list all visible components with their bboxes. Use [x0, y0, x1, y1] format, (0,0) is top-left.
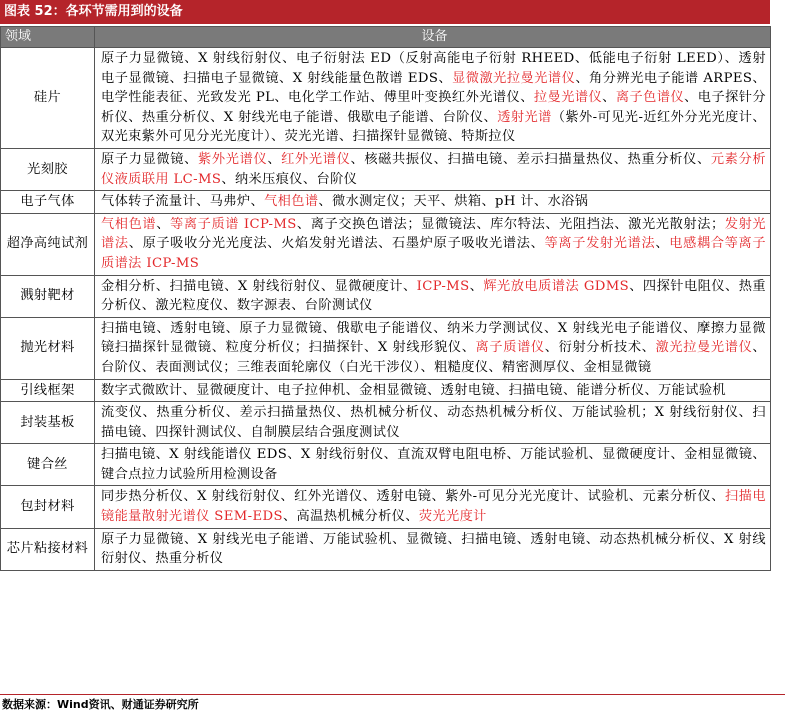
header-equipment: 设备 — [95, 27, 771, 48]
table-row — [1, 48, 771, 149]
equipment-text: 数字式微欧计、显微硬度计、电子拉伸机、金相显微镜、透射电镜、扫描电镜、能谱分析仪、万能试验机 — [101, 382, 727, 398]
source-note: 数据来源：Wind资讯、财通证券研究所 — [0, 694, 785, 716]
equipment-text: 、核磁共振仪、扫描电镜、差示扫描量热仪、热重分析仪、 — [350, 151, 711, 167]
equipment-text: 、 — [469, 278, 484, 294]
table-row — [1, 317, 771, 379]
highlighted-equipment: 显微激光拉曼光谱仪 — [452, 70, 576, 86]
equipment-cell — [95, 191, 771, 214]
equipment-cell — [95, 148, 771, 190]
highlighted-equipment: 发射光谱法 — [101, 216, 767, 252]
equipment-cell — [95, 444, 771, 486]
domain-cell: 硅片 — [1, 48, 95, 149]
equipment-cell — [95, 379, 771, 402]
table-row — [1, 486, 771, 528]
domain-cell: 溅射靶材 — [1, 275, 95, 317]
highlighted-equipment: 扫描电镜能量散射光谱仪 SEM-EDS — [101, 489, 766, 525]
domain-cell: 键合丝 — [1, 444, 95, 486]
equipment-text: 原子力显微镜、X 射线衍射仪、电子衍射法 ED（反射高能电子衍射 RHEED、低能电子衍射 LEED）、透射电子显微镜、扫描电子显微镜、X 射线能量色散谱 EDS、 — [101, 51, 766, 86]
highlighted-equipment: 电感耦合等离子质谱法 ICP-MS — [101, 236, 766, 271]
highlighted-equipment: 离子色谱仪 — [615, 90, 685, 106]
equipment-text: 、离子交换色谱法；显微镜法、库尔特法、光阻挡法、激光光散射法； — [296, 216, 725, 232]
highlighted-equipment: ICP-MS — [416, 278, 470, 294]
table-row — [1, 444, 771, 486]
equipment-text: 扫描电镜、X 射线能谱仪 EDS、X 射线衍射仪、直流双臂电阻电桥、万能试验机、显微硬度计、金相显微镜、键合点拉力试验所用检测设备 — [101, 447, 766, 482]
equipment-text: 、纳米压痕仪、台阶仪 — [221, 171, 358, 187]
equipment-text: 、四探针电阻仪、热重分析仪、激光粒度仪、数字源表、台阶测试仪 — [101, 278, 767, 314]
equipment-cell — [95, 48, 771, 149]
highlighted-equipment: 等离子质谱 ICP-MS — [170, 216, 297, 232]
equipment-text: 金相分析、扫描电镜、X 射线衍射仪、显微硬度计、 — [101, 278, 417, 294]
highlighted-equipment: 等离子发射光谱法 — [544, 236, 656, 252]
table-row — [1, 528, 771, 570]
equipment-text: 、衍射分析技术、 — [544, 340, 656, 356]
table-row — [1, 379, 771, 402]
table-body — [1, 48, 771, 571]
highlighted-equipment: 荧光光度计 — [418, 509, 487, 525]
header-domain: 领域 — [1, 27, 95, 48]
equipment-text: 原子力显微镜、 — [101, 151, 199, 167]
domain-cell: 封装基板 — [1, 402, 95, 444]
highlighted-equipment: 拉曼光谱仪 — [533, 90, 603, 106]
figure-title: 图表 52：各环节需用到的设备 — [0, 0, 770, 24]
equipment-text: 同步热分析仪、X 射线衍射仪、红外光谱仪、透射电镜、紫外-可见分光光度计、试验机、元素分析仪、 — [101, 489, 725, 505]
equipment-text: 流变仪、热重分析仪、差示扫描量热仪、热机械分析仪、动态热机械分析仪、万能试验机；X 射线衍射仪、扫描电镜、四探针测试仪、自制膜层结合强度测试仪 — [101, 405, 766, 440]
table-row — [1, 213, 771, 275]
highlighted-equipment: 辉光放电质谱法 GDMS — [483, 278, 630, 294]
domain-cell: 芯片粘接材料 — [1, 528, 95, 570]
highlighted-equipment: 透射光谱 — [497, 109, 552, 125]
highlighted-equipment: 离子质谱仪 — [475, 340, 545, 356]
equipment-text: 原子力显微镜、X 射线光电子能谱、万能试验机、显微镜、扫描电镜、透射电镜、动态热机械分析仪、X 射线衍射仪、热重分析仪 — [101, 531, 766, 567]
equipment-cell — [95, 486, 771, 528]
equipment-cell — [95, 275, 771, 317]
domain-cell: 包封材料 — [1, 486, 95, 528]
highlighted-equipment: 气相色谱 — [101, 216, 157, 232]
equipment-table — [0, 26, 771, 571]
domain-cell: 引线框架 — [1, 379, 95, 402]
equipment-text: 、 — [602, 90, 616, 106]
equipment-text: 气体转子流量计、马弗炉、 — [101, 194, 265, 210]
equipment-text: 、电子探针分析仪、热重分析仪、X 射线光电子能谱、俄歇电子能谱、台阶仪、 — [101, 90, 767, 125]
domain-cell: 超净高纯试剂 — [1, 213, 95, 275]
table-row — [1, 148, 771, 190]
highlighted-equipment: 红外光谱仪 — [281, 151, 351, 167]
table-row — [1, 402, 771, 444]
equipment-text: 扫描电镜、透射电镜、原子力显微镜、俄歇电子能谱仪、纳米力学测试仪、X 射线光电子能谱仪、摩擦力显微镜扫描探针显微镜、粒度分析仪；扫描探针、X 射线形貌仪、 — [101, 320, 766, 356]
equipment-cell — [95, 213, 771, 275]
equipment-cell — [95, 317, 771, 379]
domain-cell: 抛光材料 — [1, 317, 95, 379]
highlighted-equipment: 紫外光谱仪 — [198, 151, 268, 167]
domain-cell: 光刻胶 — [1, 148, 95, 190]
equipment-text: 、原子吸收分光光度法、火焰发射光谱法、石墨炉原子吸收光谱法、 — [128, 236, 545, 252]
highlighted-equipment: 气相色谱 — [264, 194, 319, 210]
highlighted-equipment: 激光拉曼光谱仪 — [655, 340, 753, 356]
equipment-text: 、高温热机械分析仪、 — [282, 509, 419, 525]
table-row — [1, 191, 771, 214]
equipment-cell — [95, 528, 771, 570]
equipment-text: 、 — [655, 236, 670, 252]
equipment-text: 、台阶仪、表面测试仪；三维表面轮廓仪（白光干涉仪）、粗糙度仪、精密测厚仪、金相显微镜 — [101, 340, 767, 375]
equipment-text: 、角分辨光电子能谱 ARPES、电学性能表征、光致发光 PL、电化学工作站、傅里叶变换红外光谱仪、 — [101, 70, 766, 106]
domain-cell: 电子气体 — [1, 191, 95, 214]
equipment-text: 、 — [267, 151, 282, 167]
highlighted-equipment: 元素分析仪液质联用 LC-MS — [101, 151, 766, 187]
table-header-row — [1, 27, 771, 48]
equipment-text: 、微水测定仪；天平、烘箱、pH 计、水浴锅 — [318, 194, 589, 210]
equipment-text: 、 — [156, 216, 171, 232]
equipment-text: （紫外-可见光-近红外分光光度计、双光束紫外可见分光光度计）、荧光光谱、扫描探针显微镜、特斯拉仪 — [101, 109, 767, 145]
equipment-cell — [95, 402, 771, 444]
table-row — [1, 275, 771, 317]
